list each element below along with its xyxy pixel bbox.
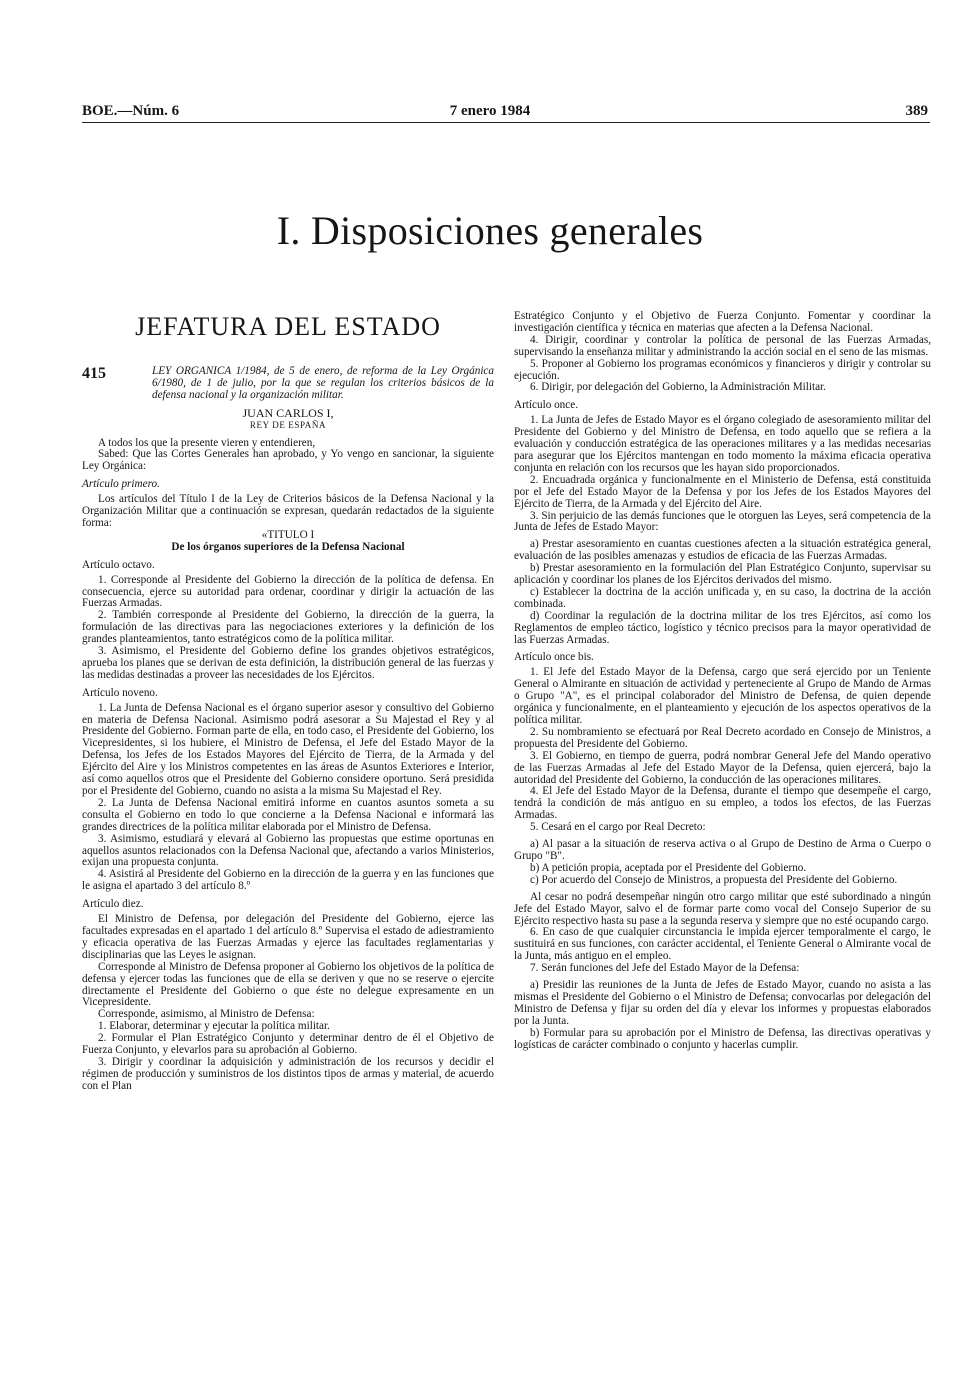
- paragraph: 4. Dirigir, coordinar y controlar la política de personal de las Fuerzas Armadas, supervisando la enseñanza militar y administrando la acción social en el seno de las mismas.: [514, 333, 931, 358]
- article-heading: Artículo once.: [514, 399, 578, 412]
- paragraph: 3. Asimismo, el Presidente del Gobierno define los grandes objetivos estratégicos, aprueba los planes que se derivan de esta definición, la distribución general de las fuerzas y las medidas destinadas a proveer las necesidades de los Ejércitos.: [82, 645, 494, 681]
- paragraph: Al cesar no podrá desempeñar ningún otro cargo militar que esté subordinado a ningún Jefe del Estado Mayor, salvo el de formar parte como vocal del Consejo Superior de su Ejército respectivo hasta su pase a la segunda reserva y siempre que no esté ocupando cargo.: [514, 890, 931, 927]
- paragraph: a) Al pasar a la situación de reserva activa o al Grupo de Destino de Arma o Cuerpo o Grupo "B".: [514, 838, 931, 862]
- paragraph: b) Prestar asesoramiento en la formulación del Plan Estratégico Conjunto, supervisar su aplicación y coordinar los planes de los Ejércitos derivados del mismo.: [514, 562, 931, 587]
- article-heading: Artículo octavo.: [82, 558, 155, 571]
- title-heading: «TITULO I: [261, 528, 315, 541]
- section-title: I. Disposiciones generales: [276, 208, 704, 253]
- paragraph: 3. Asimismo, estudiará y elevará al Gobierno las propuestas que estime oportunas en aquellos asuntos relacionados con la Defensa Nacional que, afectando a varios Ministerios, exijan una propuesta conjunta.: [82, 832, 494, 869]
- paragraph: d) Coordinar la regulación de la doctrina militar de los tres Ejércitos, así como los Reglamentos de empleo táctico, logístico y técnico precisos para la mayor operatividad de las Fuerzas Armadas.: [514, 609, 931, 646]
- decree-number: 415: [82, 365, 106, 382]
- paragraph: 2. Su nombramiento se efectuará por Real Decreto acordado en Consejo de Ministros, a propuesta del Presidente del Gobierno.: [514, 725, 931, 750]
- paragraph: Corresponde, asimismo, al Ministro de Defensa:: [98, 1008, 315, 1021]
- paragraph: Los artículos del Título I de la Ley de Criterios básicos de la Defensa Nacional y la Organización Militar que a continuación se expresan, quedarán redactados de la siguiente forma:: [82, 493, 494, 529]
- paragraph: 5. Cesará en el cargo por Real Decreto:: [530, 821, 706, 834]
- paragraph: 3. El Gobierno, en tiempo de guerra, podrá nombrar General Jefe del Mando operativo de las Fuerzas Armadas al Jefe del Estado Mayor de la Defensa, quien ejercerá, bajo la autoridad del Presidente del Gobierno, la conducción de las operaciones militares.: [514, 749, 931, 786]
- paragraph: 2. También corresponde al Presidente del Gobierno, la dirección de la guerra, la formulación de las directivas para las negociaciones exteriores y la definición de los grandes planteamientos, tanto estratégicos como de la política militar.: [82, 609, 494, 646]
- paragraph: 6. Dirigir, por delegación del Gobierno, la Administración Militar.: [530, 381, 826, 394]
- right-column: [514, 311, 931, 1051]
- paragraph: 4. Asistirá al Presidente del Gobierno en la dirección de la guerra y en las funciones que le asigna el apartado 3 del artículo 8.º: [82, 868, 494, 893]
- article-heading: Artículo once bis.: [514, 651, 594, 664]
- paragraph: Sabed: Que las Cortes Generales han aprobado, y Yo vengo en sancionar, la siguiente Ley Orgánica:: [82, 448, 494, 473]
- paragraph: 2. La Junta de Defensa Nacional emitirá informe en cuantos asuntos someta a su consulta el Gobierno en todo lo que concierne a la Defensa Nacional e informará las grandes directrices de la política militar elaborada por el Ministro de Defensa.: [82, 796, 494, 833]
- paragraph: 7. Serán funciones del Jefe del Estado Mayor de la Defensa:: [530, 962, 800, 975]
- paragraph: c) Establecer la doctrina de la acción unificada y, en su caso, la doctrina de la acción combinada.: [514, 585, 931, 610]
- title-subheading: De los órganos superiores de la Defensa Nacional: [171, 540, 405, 553]
- header-rule: [82, 122, 930, 123]
- paragraph: 6. En caso de que cualquier circunstancia le impida ejercer temporalmente el cargo, le sustituirá en sus funciones, con carácter accidental, el Teniente General o Almirante vocal de la Junta, más antiguo en el empleo.: [514, 926, 931, 963]
- paragraph: A todos los que la presente vieren y entendieren,: [98, 436, 316, 449]
- paragraph: c) Por acuerdo del Consejo de Ministros, a propuesta del Presidente del Gobierno.: [530, 873, 898, 886]
- signatory-title: REY DE ESPAÑA: [249, 419, 327, 430]
- paragraph: Estratégico Conjunto y el Objetivo de Fuerza Conjunto. Fomentar y coordinar la investigación científica y técnica en materias que afecten a la Defensa Nacional.: [514, 310, 931, 334]
- paragraph: 1. La Junta de Jefes de Estado Mayor es el órgano colegiado de asesoramiento militar del Presidente del Gobierno y del Ministro de Defensa, en todo aquello que se refiera a la evaluación y conducción estratégica de las operaciones militares y a las medidas necesarias para asegurar que los Ejércitos mantengan en todo momento la máxima eficacia operativa conjunta en relación con los recursos que les hayan sido proporcionados.: [514, 414, 931, 474]
- paragraph: 1. Corresponde al Presidente del Gobierno la dirección de la política de defensa. En consecuencia, ejerce su autoridad para ordenar, coordinar y dirigir la actuación de las Fuerzas Armadas.: [82, 573, 494, 610]
- left-body: [82, 438, 494, 1093]
- header-date: 7 enero 1984: [449, 103, 531, 119]
- decree-title: LEY ORGANICA 1/1984, de 5 de enero, de reforma de la Ley Orgánica 6/1980, de 1 de julio, por la que se regulan los criterios básicos de la defensa nacional y la organización militar.: [152, 365, 494, 401]
- paragraph: 1. La Junta de Defensa Nacional es el órgano superior asesor y consultivo del Gobierno en materia de Defensa Nacional. Asimismo podrá asesorar a Su Majestad el Rey y al Presidente del Gobierno. Forman parte de ella, en todo caso, el Presidente del Gobierno, los Vicepresidentes, si los hubiere, el Ministro de Defensa, el Jefe del Estado Mayor de la Defensa, los Jefes de los Estados Mayores del Ejército de Tierra, de la Armada y del Ejército del Aire y los Ministros competentes en las áreas de Asuntos Exteriores e Interior, así como aquellos otros que el Presidente del Gobierno considere oportuno. Será presidida por el Presidente del Gobierno, cuando no asista a la misma Su Majestad el Rey.: [82, 701, 494, 797]
- paragraph: 1. Elaborar, determinar y ejecutar la política militar.: [98, 1020, 330, 1033]
- org-title: JEFATURA DEL ESTADO: [135, 312, 441, 341]
- paragraph: b) Formular para su aprobación por el Ministro de Defensa, las directivas operativas y logísticas de carácter combinado o conjunto y hacerlas cumplir.: [514, 1026, 931, 1051]
- paragraph: 3. Dirigir y coordinar la adquisición y administración de los recursos y decidir el régimen de producción y suministros de los distintos tipos de armas y material, de acuerdo con el Plan: [82, 1055, 494, 1092]
- paragraph: 2. Formular el Plan Estratégico Conjunto y determinar dentro de él el Objetivo de Fuerza Conjunto, y elevarlos para su aprobación al Gobierno.: [82, 1032, 494, 1057]
- paragraph: 3. Sin perjuicio de las demás funciones que le otorguen las Leyes, será competencia de la Junta de Jefes de Estado Mayor:: [514, 509, 931, 534]
- paragraph: a) Prestar asesoramiento en cuantas cuestiones afecten a la situación estratégica general, evaluación de las posibles amenazas y estudios de eficacia de las Fuerzas Armadas.: [514, 538, 931, 563]
- page-number: 389: [905, 103, 928, 119]
- paragraph: El Ministro de Defensa, por delegación del Presidente del Gobierno, ejerce las facultades expresadas en el apartado 1 del artículo 8.º Supervisa el estado de adiestramiento y eficacia operativa de las Fuerzas Armadas y ejerce las facultades reglamentarias y disciplinarias que las Leyes le asignan.: [82, 913, 494, 961]
- paragraph: 5. Proponer al Gobierno los programas económicos y financieros y dirigir y controlar su ejecución.: [514, 357, 931, 382]
- article-heading: Artículo noveno.: [82, 686, 158, 699]
- paragraph: 4. El Jefe del Estado Mayor de la Defensa, durante el tiempo que desempeñe el cargo, tendrá la condición de más antiguo en su empleo, a todos los efectos, de las Fuerzas Armadas.: [514, 785, 931, 822]
- paragraph: 2. Encuadrada orgánica y funcionalmente en el Ministerio de Defensa, está constituida por el Jefe del Estado Mayor de la Defensa y por los Jefes de los Estados Mayores del Ejército de Tierra, de la Armada y del Ejército del Aire.: [514, 473, 931, 510]
- paragraph: Corresponde al Ministro de Defensa proponer al Gobierno los objetivos de la política de defensa y ejercer todas las funciones que de ella se deriven y que no se reserve o ejercite directamente el Presidente del Gobierno o que éste no delegue expresamente en un Vicepresidente.: [82, 960, 494, 1009]
- header-left: BOE.—Núm. 6: [82, 103, 180, 119]
- paragraph: a) Presidir las reuniones de la Junta de Jefes de Estado Mayor, cuando no asista a las mismas el Presidente del Gobierno o el Ministro de Defensa; convocarlas por delegación del Ministro de Defensa y fijar su orden del día y elevar los informes y propuestas elaborados por la Junta.: [514, 979, 931, 1027]
- decree-heading: [82, 366, 494, 402]
- paragraph: 1. El Jefe del Estado Mayor de la Defensa, cargo que será ejercido por un Teniente General o Almirante en situación de actividad y perteneciente al Grupo de Mando de Armas o Grupo "A", es el principal colaborador del Ministro de Defensa, de quien depende orgánica y funcionalmente, en el planteamiento y ejecución de los aspectos operativos de la política militar.: [514, 666, 931, 726]
- signatory: JUAN CARLOS I,: [242, 405, 334, 420]
- paragraph: b) A petición propia, aceptada por el Presidente del Gobierno.: [530, 861, 807, 874]
- article-heading: Artículo diez.: [82, 898, 144, 911]
- left-column: [82, 366, 494, 1093]
- article-heading: Artículo primero.: [82, 478, 160, 491]
- right-body: [514, 311, 931, 1051]
